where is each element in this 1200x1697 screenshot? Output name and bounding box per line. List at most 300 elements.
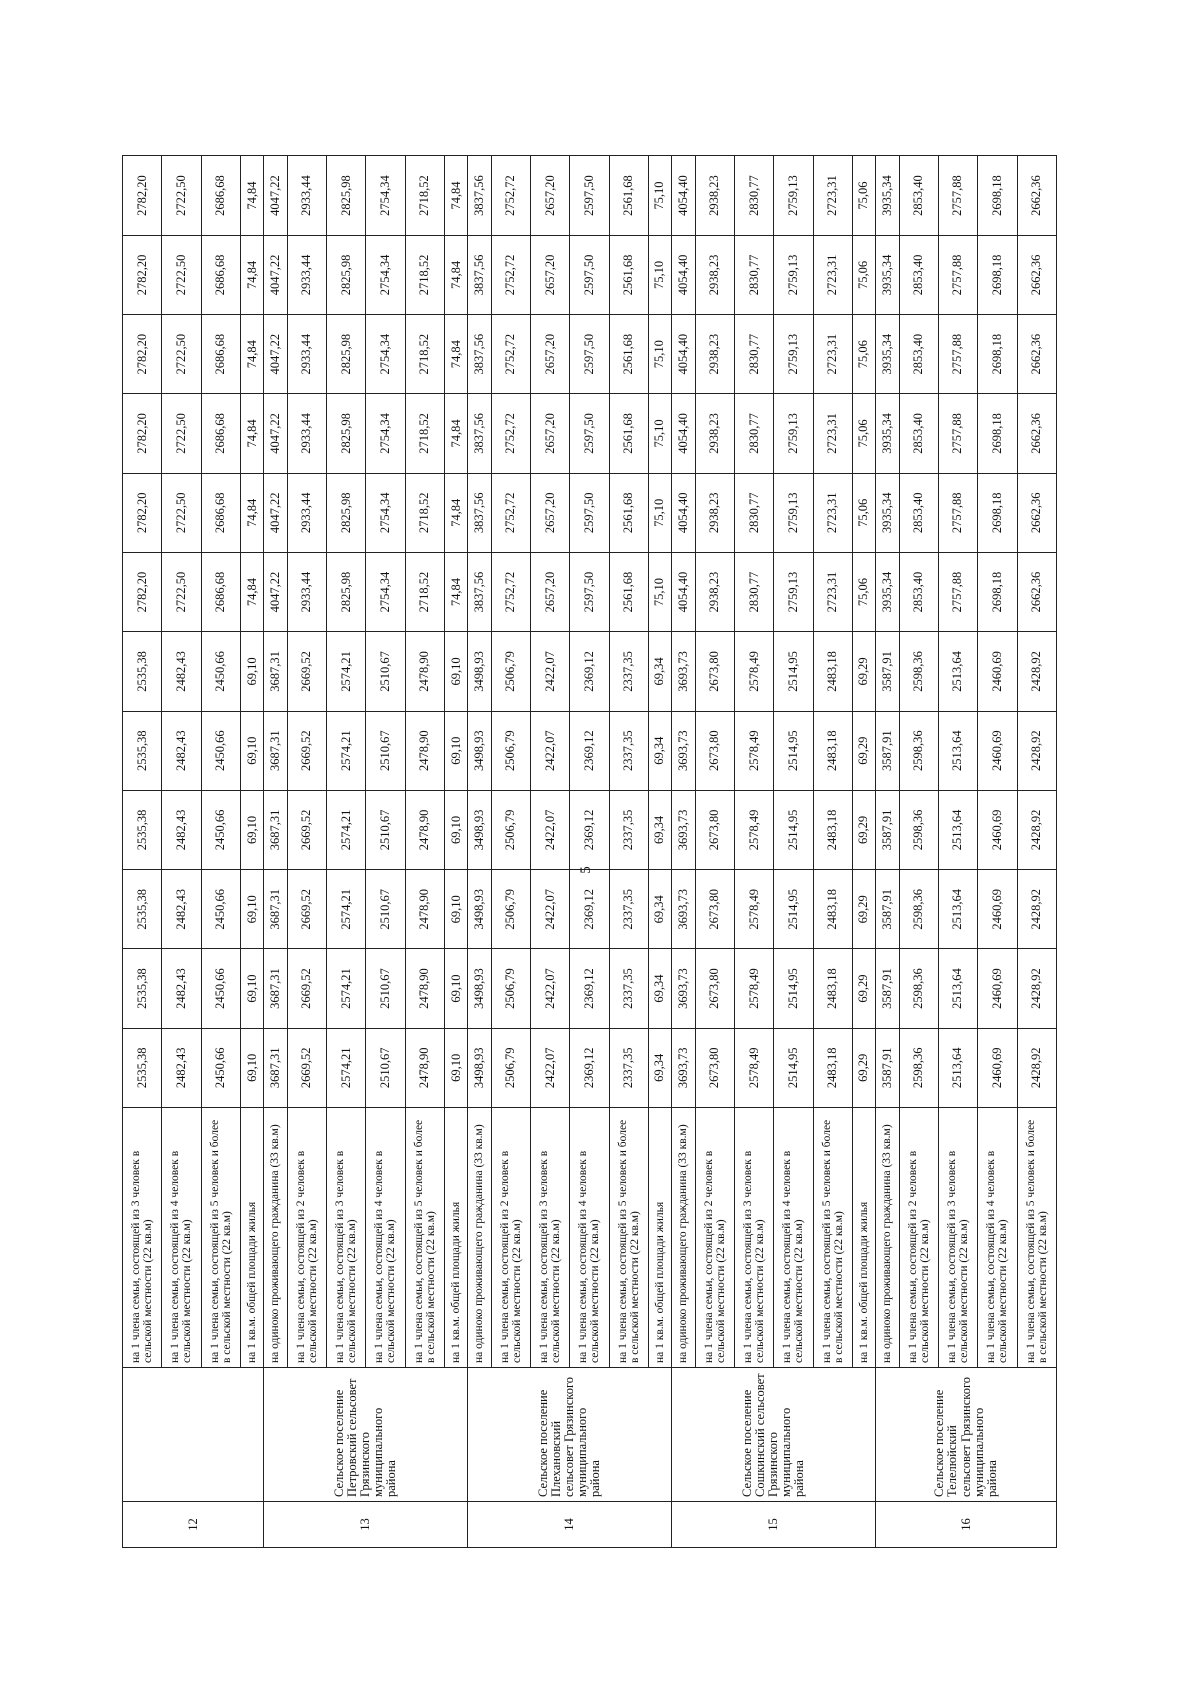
value-cell: 2597,50 <box>570 394 609 473</box>
value-cell: 2825,98 <box>326 552 365 631</box>
value-cell: 2754,34 <box>366 235 405 314</box>
value-cell: 2853,40 <box>899 552 938 631</box>
description-cell: на 1 кв.м. общей площади жилья <box>240 1108 263 1368</box>
municipality-cell: Сельское поселение Петровский сельсовет Грязинского муниципального района <box>264 1368 468 1502</box>
table-row <box>264 156 287 1548</box>
value-cell: 2698,18 <box>978 394 1017 473</box>
value-cell: 3587,91 <box>876 949 899 1028</box>
value-cell: 2483,18 <box>813 711 852 790</box>
value-cell: 75,06 <box>852 156 875 235</box>
value-cell: 2514,95 <box>774 790 813 869</box>
value-cell: 2422,07 <box>530 949 569 1028</box>
value-cell: 2422,07 <box>530 711 569 790</box>
value-cell: 2752,72 <box>491 552 530 631</box>
table-row <box>609 156 648 1548</box>
value-cell: 2506,79 <box>491 949 530 1028</box>
table-row <box>648 156 671 1548</box>
value-cell: 2752,72 <box>491 473 530 552</box>
value-cell: 2510,67 <box>366 790 405 869</box>
value-cell: 2460,69 <box>978 1028 1017 1107</box>
value-cell: 2933,44 <box>287 473 326 552</box>
value-cell: 3837,56 <box>468 156 491 235</box>
value-cell: 2506,79 <box>491 711 530 790</box>
value-cell: 2718,52 <box>405 473 444 552</box>
rotated-table-container <box>122 156 1057 1548</box>
value-cell: 3693,73 <box>672 949 695 1028</box>
value-cell: 69,34 <box>648 711 671 790</box>
value-cell: 2513,64 <box>938 632 977 711</box>
value-cell: 2450,66 <box>201 632 240 711</box>
description-cell: на 1 кв.м. общей площади жилья <box>444 1108 467 1368</box>
value-cell: 2759,13 <box>774 552 813 631</box>
value-cell: 2428,92 <box>1017 632 1057 711</box>
value-cell: 2422,07 <box>530 1028 569 1107</box>
value-cell: 2698,18 <box>978 156 1017 235</box>
value-cell: 74,84 <box>444 552 467 631</box>
value-cell: 2578,49 <box>734 949 773 1028</box>
value-cell: 2825,98 <box>326 156 365 235</box>
table-row <box>162 156 201 1548</box>
value-cell: 2428,92 <box>1017 1028 1057 1107</box>
description-cell: на 1 члена семьи, состоящей из 4 человек в сельской местности (22 кв.м) <box>366 1108 405 1368</box>
value-cell: 2578,49 <box>734 632 773 711</box>
value-cell: 69,29 <box>852 632 875 711</box>
value-cell: 2483,18 <box>813 949 852 1028</box>
value-cell: 2483,18 <box>813 790 852 869</box>
value-cell: 2535,38 <box>123 790 162 869</box>
value-cell: 2718,52 <box>405 552 444 631</box>
value-cell: 2478,90 <box>405 632 444 711</box>
description-cell: на 1 члена семьи, состоящей из 3 человек в сельской местности (22 кв.м) <box>530 1108 569 1368</box>
value-cell: 69,34 <box>648 1028 671 1107</box>
value-cell: 2513,64 <box>938 1028 977 1107</box>
row-number-cell: 16 <box>876 1502 1057 1548</box>
value-cell: 2422,07 <box>530 632 569 711</box>
value-cell: 2428,92 <box>1017 870 1057 949</box>
value-cell: 2513,64 <box>938 790 977 869</box>
value-cell: 2718,52 <box>405 315 444 394</box>
value-cell: 2830,77 <box>734 473 773 552</box>
value-cell: 2673,80 <box>695 711 734 790</box>
value-cell: 2673,80 <box>695 790 734 869</box>
value-cell: 2830,77 <box>734 235 773 314</box>
value-cell: 2723,31 <box>813 473 852 552</box>
value-cell: 3935,34 <box>876 552 899 631</box>
value-cell: 2782,20 <box>123 552 162 631</box>
municipality-cell: Сельское поселение Сошкинский сельсовет Грязинского муниципального района <box>672 1368 876 1502</box>
value-cell: 2722,50 <box>162 473 201 552</box>
value-cell: 2578,49 <box>734 870 773 949</box>
value-cell: 2535,38 <box>123 632 162 711</box>
table-row <box>876 156 899 1548</box>
value-cell: 2561,68 <box>609 394 648 473</box>
value-cell: 2513,64 <box>938 870 977 949</box>
value-cell: 2669,52 <box>287 949 326 1028</box>
value-cell: 2561,68 <box>609 156 648 235</box>
table-row <box>1017 156 1057 1548</box>
value-cell: 2428,92 <box>1017 790 1057 869</box>
value-cell: 2369,12 <box>570 949 609 1028</box>
value-cell: 4047,22 <box>264 552 287 631</box>
value-cell: 2757,88 <box>938 552 977 631</box>
value-cell: 2938,23 <box>695 473 734 552</box>
value-cell: 75,10 <box>648 315 671 394</box>
value-cell: 2483,18 <box>813 870 852 949</box>
value-cell: 2825,98 <box>326 394 365 473</box>
value-cell: 2825,98 <box>326 235 365 314</box>
value-cell: 3498,93 <box>468 1028 491 1107</box>
value-cell: 69,29 <box>852 1028 875 1107</box>
value-cell: 2561,68 <box>609 235 648 314</box>
value-cell: 2369,12 <box>570 790 609 869</box>
value-cell: 2757,88 <box>938 394 977 473</box>
value-cell: 2673,80 <box>695 949 734 1028</box>
value-cell: 75,10 <box>648 394 671 473</box>
value-cell: 2483,18 <box>813 1028 852 1107</box>
value-cell: 75,06 <box>852 394 875 473</box>
value-cell: 2369,12 <box>570 1028 609 1107</box>
value-cell: 2482,43 <box>162 949 201 1028</box>
value-cell: 4054,40 <box>672 552 695 631</box>
value-cell: 2597,50 <box>570 156 609 235</box>
value-cell: 2757,88 <box>938 235 977 314</box>
value-cell: 2662,36 <box>1017 394 1057 473</box>
value-cell: 2759,13 <box>774 315 813 394</box>
value-cell: 69,10 <box>240 1028 263 1107</box>
value-cell: 2478,90 <box>405 949 444 1028</box>
table-row <box>813 156 852 1548</box>
value-cell: 2482,43 <box>162 632 201 711</box>
value-cell: 3935,34 <box>876 156 899 235</box>
value-cell: 2938,23 <box>695 315 734 394</box>
value-cell: 2598,36 <box>899 790 938 869</box>
value-cell: 2510,67 <box>366 711 405 790</box>
value-cell: 74,84 <box>444 235 467 314</box>
value-cell: 69,29 <box>852 711 875 790</box>
value-cell: 3498,93 <box>468 949 491 1028</box>
value-cell: 2450,66 <box>201 1028 240 1107</box>
value-cell: 2723,31 <box>813 235 852 314</box>
value-cell: 3498,93 <box>468 870 491 949</box>
value-cell: 75,10 <box>648 473 671 552</box>
value-cell: 2830,77 <box>734 552 773 631</box>
value-cell: 69,10 <box>444 949 467 1028</box>
description-cell: на 1 кв.м. общей площади жилья <box>648 1108 671 1368</box>
value-cell: 2482,43 <box>162 1028 201 1107</box>
value-cell: 2597,50 <box>570 235 609 314</box>
value-cell: 2757,88 <box>938 315 977 394</box>
value-cell: 2722,50 <box>162 156 201 235</box>
description-cell: на 1 члена семьи, состоящей из 3 человек в сельской местности (22 кв.м) <box>326 1108 365 1368</box>
value-cell: 3837,56 <box>468 552 491 631</box>
value-cell: 3687,31 <box>264 870 287 949</box>
value-cell: 3587,91 <box>876 870 899 949</box>
value-cell: 69,10 <box>444 711 467 790</box>
value-cell: 69,10 <box>240 790 263 869</box>
value-cell: 2657,20 <box>530 552 569 631</box>
table-row <box>123 156 162 1548</box>
value-cell: 69,10 <box>444 1028 467 1107</box>
value-cell: 69,34 <box>648 632 671 711</box>
description-cell: на 1 члена семьи, состоящей из 3 человек в сельской местности (22 кв.м) <box>734 1108 773 1368</box>
value-cell: 3687,31 <box>264 632 287 711</box>
table-row <box>366 156 405 1548</box>
value-cell: 69,10 <box>240 949 263 1028</box>
value-cell: 3693,73 <box>672 790 695 869</box>
value-cell: 2428,92 <box>1017 711 1057 790</box>
table-row <box>468 156 491 1548</box>
value-cell: 2574,21 <box>326 870 365 949</box>
value-cell: 2535,38 <box>123 870 162 949</box>
value-cell: 75,06 <box>852 473 875 552</box>
value-cell: 2938,23 <box>695 394 734 473</box>
value-cell: 2574,21 <box>326 632 365 711</box>
value-cell: 74,84 <box>444 394 467 473</box>
value-cell: 2686,68 <box>201 394 240 473</box>
value-cell: 2510,67 <box>366 870 405 949</box>
value-cell: 74,84 <box>444 156 467 235</box>
value-cell: 2337,35 <box>609 711 648 790</box>
value-cell: 2506,79 <box>491 870 530 949</box>
value-cell: 2597,50 <box>570 552 609 631</box>
value-cell: 2752,72 <box>491 235 530 314</box>
value-cell: 2513,64 <box>938 711 977 790</box>
value-cell: 2830,77 <box>734 156 773 235</box>
description-cell: на одиноко проживающего гражданина (33 кв.м) <box>876 1108 899 1368</box>
table-row <box>287 156 326 1548</box>
value-cell: 2933,44 <box>287 235 326 314</box>
value-cell: 69,34 <box>648 949 671 1028</box>
value-cell: 74,84 <box>240 235 263 314</box>
table-row <box>570 156 609 1548</box>
value-cell: 69,34 <box>648 870 671 949</box>
value-cell: 2598,36 <box>899 949 938 1028</box>
table-row <box>672 156 695 1548</box>
value-cell: 2506,79 <box>491 1028 530 1107</box>
value-cell: 2933,44 <box>287 552 326 631</box>
value-cell: 2669,52 <box>287 1028 326 1107</box>
value-cell: 2938,23 <box>695 235 734 314</box>
table-row <box>240 156 263 1548</box>
value-cell: 4054,40 <box>672 315 695 394</box>
value-cell: 2782,20 <box>123 315 162 394</box>
value-cell: 2657,20 <box>530 235 569 314</box>
value-cell: 2938,23 <box>695 552 734 631</box>
value-cell: 3587,91 <box>876 1028 899 1107</box>
value-cell: 2574,21 <box>326 949 365 1028</box>
value-cell: 2754,34 <box>366 394 405 473</box>
value-cell: 2514,95 <box>774 711 813 790</box>
table-row <box>530 156 569 1548</box>
value-cell: 2782,20 <box>123 473 162 552</box>
value-cell: 2782,20 <box>123 156 162 235</box>
value-cell: 2853,40 <box>899 473 938 552</box>
value-cell: 2933,44 <box>287 315 326 394</box>
value-cell: 2506,79 <box>491 790 530 869</box>
value-cell: 2337,35 <box>609 632 648 711</box>
value-cell: 69,10 <box>444 790 467 869</box>
row-number-cell: 12 <box>123 1502 264 1548</box>
value-cell: 2825,98 <box>326 473 365 552</box>
value-cell: 69,29 <box>852 870 875 949</box>
value-cell: 2598,36 <box>899 1028 938 1107</box>
value-cell: 3693,73 <box>672 632 695 711</box>
value-cell: 3687,31 <box>264 711 287 790</box>
value-cell: 2757,88 <box>938 156 977 235</box>
value-cell: 4054,40 <box>672 473 695 552</box>
value-cell: 4047,22 <box>264 315 287 394</box>
table-row <box>201 156 240 1548</box>
description-cell: на 1 члена семьи, состоящей из 2 человек в сельской местности (22 кв.м) <box>491 1108 530 1368</box>
value-cell: 2759,13 <box>774 473 813 552</box>
value-cell: 3693,73 <box>672 870 695 949</box>
value-cell: 74,84 <box>240 473 263 552</box>
value-cell: 2718,52 <box>405 235 444 314</box>
value-cell: 2482,43 <box>162 870 201 949</box>
municipality-cell <box>123 1368 264 1502</box>
value-cell: 2478,90 <box>405 870 444 949</box>
value-cell: 2759,13 <box>774 156 813 235</box>
value-cell: 2561,68 <box>609 315 648 394</box>
description-cell: на 1 кв.м. общей площади жилья <box>852 1108 875 1368</box>
description-cell: на одиноко проживающего гражданина (33 кв.м) <box>264 1108 287 1368</box>
value-cell: 2662,36 <box>1017 315 1057 394</box>
value-cell: 2478,90 <box>405 711 444 790</box>
value-cell: 3837,56 <box>468 315 491 394</box>
value-cell: 2510,67 <box>366 1028 405 1107</box>
value-cell: 2722,50 <box>162 235 201 314</box>
value-cell: 75,06 <box>852 315 875 394</box>
value-cell: 2422,07 <box>530 870 569 949</box>
value-cell: 2754,34 <box>366 473 405 552</box>
value-cell: 2337,35 <box>609 870 648 949</box>
value-cell: 2669,52 <box>287 870 326 949</box>
value-cell: 3837,56 <box>468 394 491 473</box>
value-cell: 2422,07 <box>530 790 569 869</box>
value-cell: 2718,52 <box>405 156 444 235</box>
value-cell: 2598,36 <box>899 632 938 711</box>
price-table-body <box>123 156 1057 1548</box>
value-cell: 2853,40 <box>899 315 938 394</box>
value-cell: 2561,68 <box>609 473 648 552</box>
value-cell: 2482,43 <box>162 711 201 790</box>
value-cell: 2669,52 <box>287 711 326 790</box>
value-cell: 2853,40 <box>899 394 938 473</box>
table-row <box>899 156 938 1548</box>
value-cell: 2460,69 <box>978 790 1017 869</box>
value-cell: 3693,73 <box>672 711 695 790</box>
value-cell: 2825,98 <box>326 315 365 394</box>
value-cell: 74,84 <box>444 473 467 552</box>
value-cell: 69,10 <box>240 870 263 949</box>
value-cell: 3693,73 <box>672 1028 695 1107</box>
value-cell: 3498,93 <box>468 711 491 790</box>
description-cell: на 1 члена семьи, состоящей из 4 человек в сельской местности (22 кв.м) <box>570 1108 609 1368</box>
value-cell: 4047,22 <box>264 156 287 235</box>
description-cell: на 1 члена семьи, состоящей из 4 человек в сельской местности (22 кв.м) <box>978 1108 1017 1368</box>
value-cell: 3687,31 <box>264 790 287 869</box>
value-cell: 2686,68 <box>201 315 240 394</box>
value-cell: 4054,40 <box>672 394 695 473</box>
value-cell: 2337,35 <box>609 949 648 1028</box>
page-number: 5 <box>578 866 594 874</box>
value-cell: 2510,67 <box>366 949 405 1028</box>
value-cell: 2662,36 <box>1017 235 1057 314</box>
value-cell: 2662,36 <box>1017 552 1057 631</box>
value-cell: 2722,50 <box>162 394 201 473</box>
value-cell: 2574,21 <box>326 711 365 790</box>
value-cell: 2698,18 <box>978 552 1017 631</box>
description-cell: на 1 члена семьи, состоящей из 5 человек и более в сельской местности (22 кв.м) <box>405 1108 444 1368</box>
value-cell: 2657,20 <box>530 315 569 394</box>
description-cell: на 1 члена семьи, состоящей из 3 человек в сельской местности (22 кв.м) <box>123 1108 162 1368</box>
value-cell: 2657,20 <box>530 394 569 473</box>
value-cell: 74,84 <box>444 315 467 394</box>
description-cell: на 1 члена семьи, состоящей из 5 человек и более в сельской местности (22 кв.м) <box>813 1108 852 1368</box>
value-cell: 2933,44 <box>287 156 326 235</box>
value-cell: 2782,20 <box>123 235 162 314</box>
value-cell: 2698,18 <box>978 473 1017 552</box>
row-number-cell: 13 <box>264 1502 468 1548</box>
value-cell: 2337,35 <box>609 790 648 869</box>
value-cell: 2669,52 <box>287 790 326 869</box>
row-number-cell: 14 <box>468 1502 672 1548</box>
value-cell: 4054,40 <box>672 156 695 235</box>
value-cell: 3587,91 <box>876 711 899 790</box>
value-cell: 69,29 <box>852 949 875 1028</box>
value-cell: 2686,68 <box>201 156 240 235</box>
value-cell: 2535,38 <box>123 949 162 1028</box>
value-cell: 2482,43 <box>162 790 201 869</box>
value-cell: 2754,34 <box>366 156 405 235</box>
table-row <box>938 156 977 1548</box>
description-cell: на 1 члена семьи, состоящей из 5 человек и более в сельской местности (22 кв.м) <box>201 1108 240 1368</box>
value-cell: 2483,18 <box>813 632 852 711</box>
row-number-cell: 15 <box>672 1502 876 1548</box>
value-cell: 69,10 <box>240 711 263 790</box>
value-cell: 2578,49 <box>734 1028 773 1107</box>
value-cell: 2686,68 <box>201 235 240 314</box>
table-row <box>405 156 444 1548</box>
municipality-cell: Сельское поселение Телелюйский сельсовет Грязинского муниципального района <box>876 1368 1057 1502</box>
value-cell: 3498,93 <box>468 632 491 711</box>
value-cell: 2830,77 <box>734 394 773 473</box>
table-row <box>734 156 773 1548</box>
value-cell: 2698,18 <box>978 315 1017 394</box>
description-cell: на 1 члена семьи, состоящей из 5 человек и более в сельской местности (22 кв.м) <box>1017 1108 1057 1368</box>
value-cell: 2478,90 <box>405 1028 444 1107</box>
value-cell: 2428,92 <box>1017 949 1057 1028</box>
value-cell: 74,84 <box>240 156 263 235</box>
value-cell: 69,10 <box>240 632 263 711</box>
value-cell: 3935,34 <box>876 394 899 473</box>
municipality-cell: Сельское поселение Плехановский сельсовет Грязинского муниципального района <box>468 1368 672 1502</box>
value-cell: 2514,95 <box>774 870 813 949</box>
value-cell: 69,34 <box>648 790 671 869</box>
value-cell: 3498,93 <box>468 790 491 869</box>
value-cell: 2460,69 <box>978 632 1017 711</box>
value-cell: 2369,12 <box>570 870 609 949</box>
price-table <box>122 155 1057 1548</box>
value-cell: 2598,36 <box>899 870 938 949</box>
value-cell: 4047,22 <box>264 394 287 473</box>
value-cell: 2574,21 <box>326 1028 365 1107</box>
value-cell: 2450,66 <box>201 870 240 949</box>
value-cell: 74,84 <box>240 394 263 473</box>
value-cell: 2673,80 <box>695 1028 734 1107</box>
value-cell: 3587,91 <box>876 632 899 711</box>
value-cell: 2450,66 <box>201 711 240 790</box>
